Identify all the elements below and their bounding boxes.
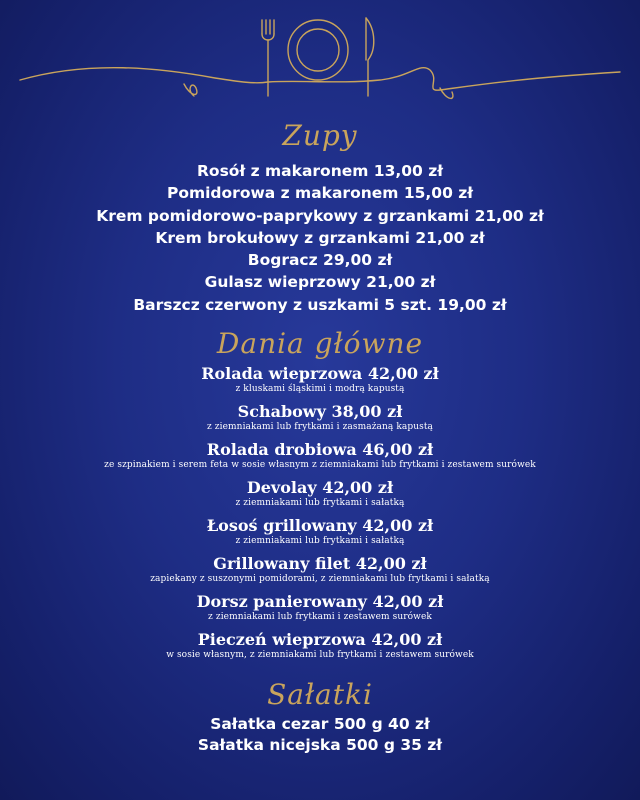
- list-item: Sałatka nicejska 500 g 35 zł: [197, 736, 443, 755]
- dish-description: ze szpinakiem i serem feta w sosie własnym z ziemniakami lub frytkami i zestawem surówek: [104, 460, 536, 471]
- list-item: Barszcz czerwony z uszkami 5 szt. 19,00 zł: [133, 295, 507, 314]
- section-salatki: [0, 676, 640, 756]
- dish-description: z ziemniakami lub frytkami i sałatką: [235, 498, 405, 509]
- dish-item: [0, 516, 640, 554]
- list-item: Gulasz wieprzowy 21,00 zł: [204, 273, 436, 292]
- section-title-salatki: Sałatki: [267, 678, 373, 712]
- dish-name: Schabowy 38,00 zł: [237, 402, 403, 422]
- dish-item: [0, 630, 640, 668]
- section-title-dania: Dania główne: [216, 327, 424, 361]
- dish-name: Grillowany filet 42,00 zł: [213, 554, 427, 574]
- list-item: Krem brokułowy z grzankami 21,00 zł: [155, 228, 485, 247]
- list-item: Bogracz 29,00 zł: [247, 251, 393, 270]
- section-title-zupy: Zupy: [282, 119, 358, 152]
- dish-item: [0, 554, 640, 592]
- dish-description: z ziemniakami lub frytkami i zestawem surówek: [208, 612, 432, 623]
- list-item: Rosół z makaronem 13,00 zł: [197, 162, 443, 180]
- dish-name: Łosoś grillowany 42,00 zł: [206, 516, 434, 536]
- list-item: Krem pomidorowo-paprykowy z grzankami 21,00 zł: [96, 206, 544, 225]
- section-zupy: [0, 112, 640, 316]
- dish-item: [0, 402, 640, 440]
- knife-icon: [366, 18, 374, 96]
- dish-name: Devolay 42,00 zł: [246, 478, 394, 498]
- dania-list: [0, 364, 640, 668]
- section-dania-glowne: [0, 324, 640, 668]
- zupy-list: [0, 160, 640, 316]
- dish-item: [0, 440, 640, 478]
- dish-description: z kluskami śląskimi i modrą kapustą: [235, 384, 405, 395]
- list-item: Sałatka cezar 500 g 40 zł: [210, 715, 430, 734]
- dish-name: Pieczeń wieprzowa 42,00 zł: [197, 630, 443, 650]
- dish-item: [0, 478, 640, 516]
- dish-name: Rolada drobiowa 46,00 zł: [206, 440, 434, 460]
- dish-description: z ziemniakami lub frytkami i zasmażaną kapustą: [206, 422, 433, 433]
- fork-icon: [262, 20, 274, 96]
- dish-name: Dorsz panierowany 42,00 zł: [196, 592, 444, 612]
- list-item: Pomidorowa z makaronem 15,00 zł: [166, 184, 474, 203]
- dish-item: [0, 592, 640, 630]
- salatki-list: [0, 714, 640, 756]
- plate-icon: [288, 20, 348, 80]
- menu: [0, 112, 640, 756]
- dish-description: z ziemniakami lub frytkami i sałatką: [235, 536, 405, 547]
- dish-name: Rolada wieprzowa 42,00 zł: [201, 364, 439, 384]
- dish-description: zapiekany z suszonymi pomidorami, z ziemniakami lub frytkami i sałatką: [150, 574, 490, 585]
- dish-description: w sosie własnym, z ziemniakami lub frytkami i zestawem surówek: [166, 650, 474, 661]
- header-decoration: [0, 0, 640, 110]
- dish-item: [0, 364, 640, 402]
